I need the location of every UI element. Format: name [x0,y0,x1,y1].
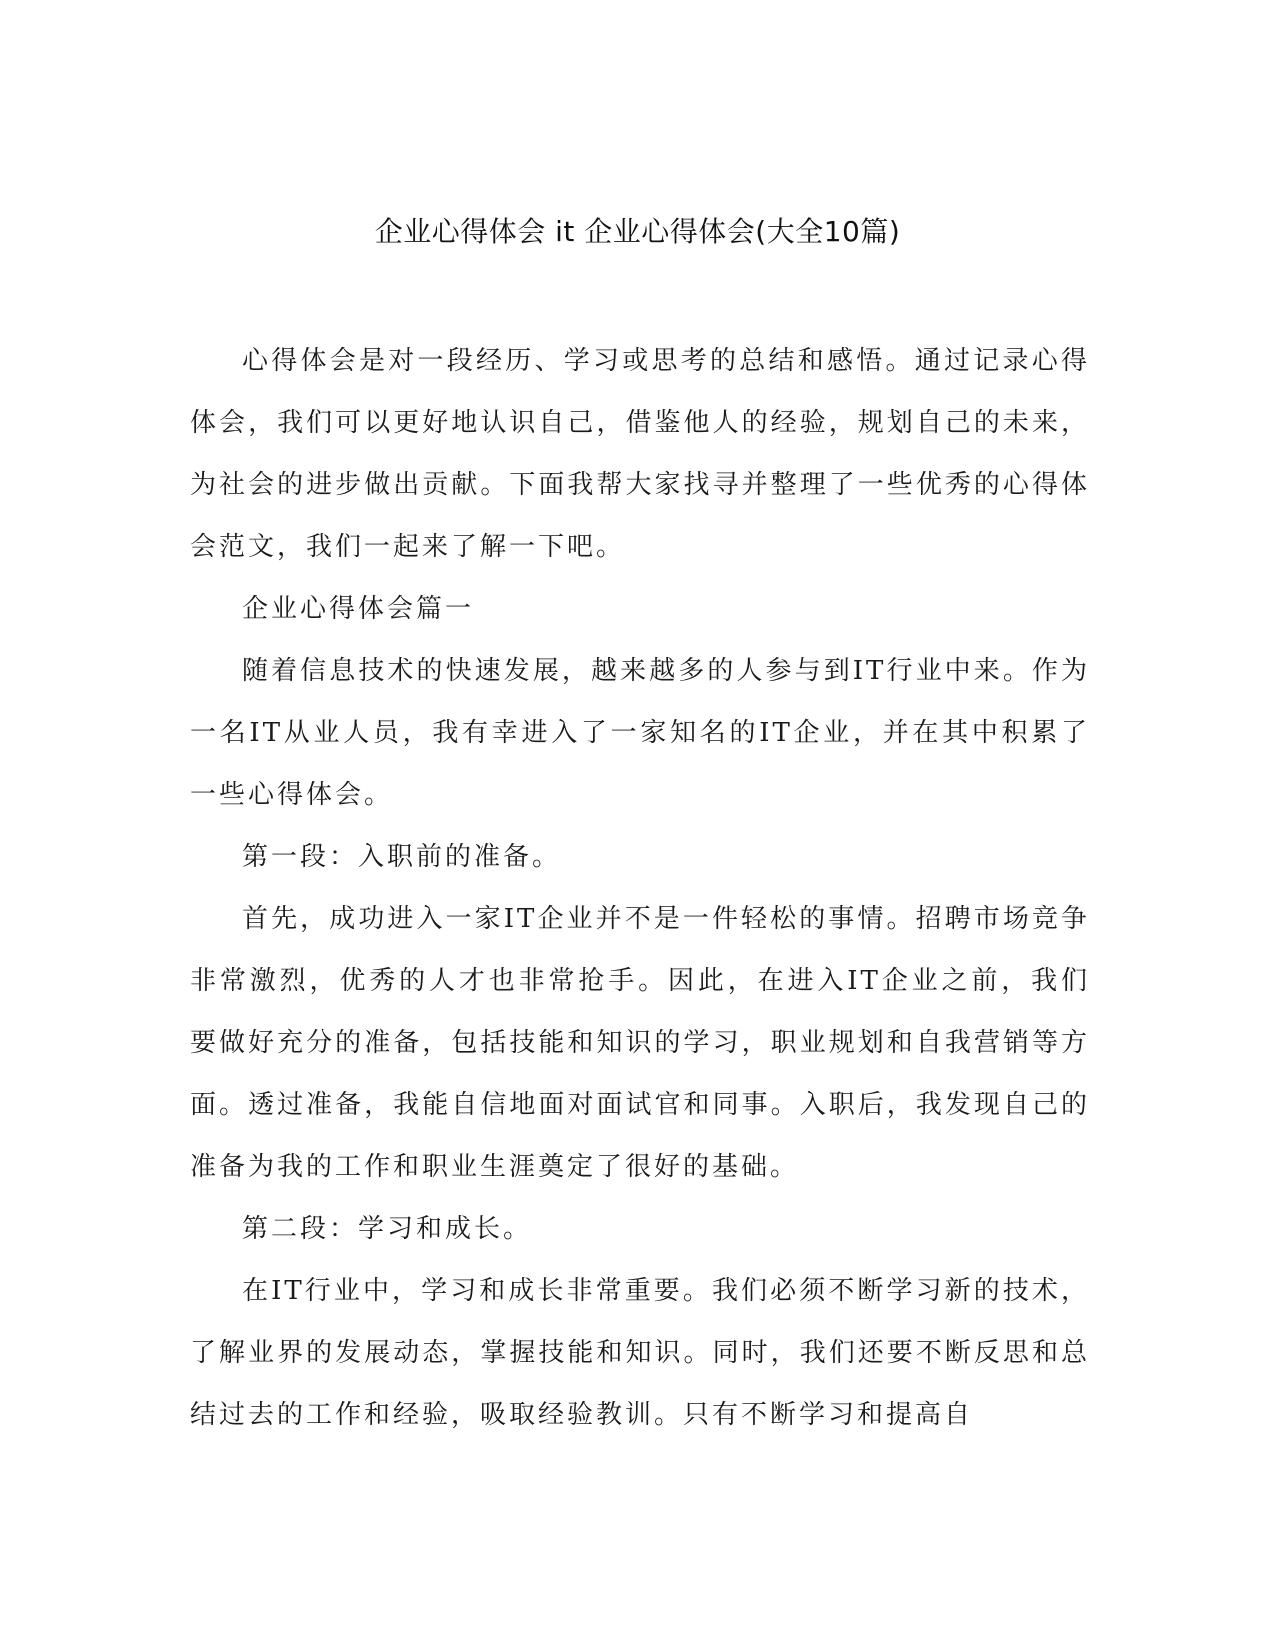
section-heading: 企业心得体会篇一 [242,594,475,624]
subsection-heading: 第二段：学习和成长。 [242,1214,533,1244]
body-paragraph: 随着信息技术的快速发展，越来越多的人参与到IT行业中来。作为一名IT从业人员，我有幸进入了一家知名的IT企业，并在其中积累了一些心得体会。 [190,656,1090,810]
body-paragraph: 在IT行业中，学习和成长非常重要。我们必须不断学习新的技术，了解业界的发展动态，掌握技能和知识。同时，我们还要不断反思和总结过去的工作和经验，吸取经验教训。只有不断学习和提高自 [190,1276,1090,1430]
document-body [190,330,1090,1446]
intro-paragraph: 心得体会是对一段经历、学习或思考的总结和感悟。通过记录心得体会，我们可以更好地认识自己，借鉴他人的经验，规划自己的未来，为社会的进步做出贡献。下面我帮大家找寻并整理了一些优秀的心得体会范文，我们一起来了解一下吧。 [190,346,1090,562]
document-title: 企业心得体会 it 企业心得体会(大全10篇) [374,215,901,248]
body-paragraph: 首先，成功进入一家IT企业并不是一件轻松的事情。招聘市场竞争非常激烈，优秀的人才也非常抢手。因此，在进入IT企业之前，我们要做好充分的准备，包括技能和知识的学习，职业规划和自我营销等方面。透过准备，我能自信地面对面试官和同事。入职后，我发现自己的准备为我的工作和职业生涯奠定了很好的基础。 [190,904,1090,1182]
subsection-heading: 第一段：入职前的准备。 [242,842,562,872]
